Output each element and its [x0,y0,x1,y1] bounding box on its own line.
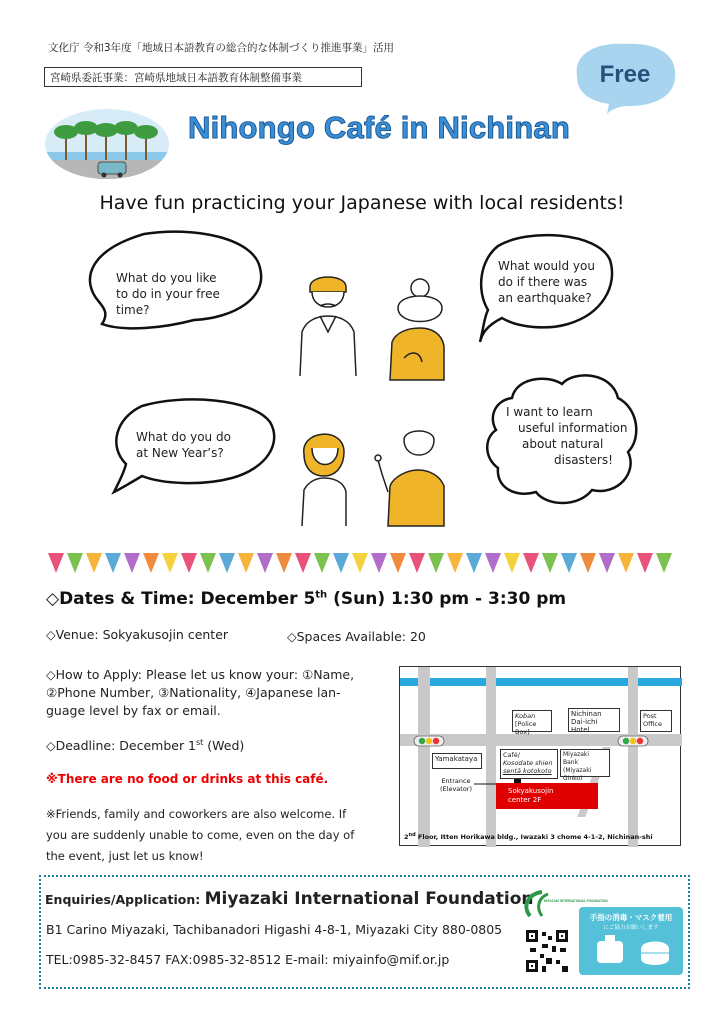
subtitle: Have fun practicing your Japanese with local residents! [99,192,625,214]
free-badge-text: Free [599,61,651,88]
map-sokyakusojin-center: Sokyakusojin center 2F [496,783,598,809]
map-koban: Koban [Police Box] [512,710,552,732]
mask-notice: 手指の消毒・マスク着用 にご協力お願いします [579,907,683,975]
bubble-3-text: What do you do at New Year’s? [136,430,231,460]
qr-code[interactable] [526,930,568,972]
spaces-available: ◇Spaces Available: 20 [287,629,426,644]
map-cafe: Café/ Kosodate shien sentā kotokoto [500,749,558,779]
traffic-light-right [618,735,648,747]
map-entrance: Entrance (Elevator) [440,777,473,793]
road-mid [486,667,496,847]
location-map [399,666,681,846]
sponsor-line: 文化庁 令和3年度「地域日本語教育の総合的な体制づくり推進事業」活用 [48,42,395,54]
enquiry-title: Enquiries/Application: Miyazaki International Foundation [45,889,534,909]
map-address: 2nd Floor, Itten Horikawa bldg., Iwazaki 3 chome 4-1-2, Nichinan-shi [404,832,653,842]
commission-box: 宮崎県委託事業：宮崎県地域日本語教育体制整備事業 [44,67,362,87]
sanitizer-mask-icon [583,931,679,973]
traffic-light-left [414,735,444,747]
bubble-2-text: What would you do if there was an earthquake? [498,259,595,305]
pennant-banner [48,553,680,575]
bubble-1-text: What do you like to do in your free time? [116,271,220,317]
dates-time: ◇Dates & Time: December 5th (Sun) 1:30 pm - 3:30 pm [46,589,567,609]
how-to-apply: ◇How to Apply: Please let us know your: ①Name, ②Phone Number, ③Nationality, ④Japanese lan- guage level by fax or email. [46,667,355,718]
map-bank: Miyazaki Bank (Miyazaki Ginko) [560,749,610,777]
enquiry-address: B1 Carino Miyazaki, Tachibanadori Higashi 4-8-1, Miyazaki City 880-0805 [46,922,503,937]
venue: ◇Venue: Sokyakusojin center [46,627,229,642]
welcome-note: ※Friends, family and coworkers are also welcome. If you are suddenly unable to come, even on the day of the event, just let us know! [46,807,355,863]
mif-logo-text: MIYAZAKI INTERNATIONAL FOUNDATION [544,899,608,903]
deadline: ◇Deadline: December 1st (Wed) [46,738,245,754]
road-right [628,667,638,847]
no-food-notice: ※There are no food or drinks at this café. [46,772,329,786]
free-badge [563,38,681,120]
road-left [418,667,430,847]
map-post-office: Post Office [640,710,672,732]
river [400,678,682,686]
people-illustration-bottom [294,426,446,528]
bubble-4-text: I want to learn useful information about natural disasters! [506,405,628,467]
palm-illustration [44,108,171,180]
people-illustration-top [294,272,446,384]
mif-logo [520,888,608,922]
enquiry-contact: TEL:0985-32-8457 FAX:0985-32-8512 E-mail: miyainfo@mif.or.jp [46,952,450,967]
page-title: Nihongo Café in Nichinan [188,110,570,145]
map-hotel: Nichinan Dai-ichi Hotel [568,708,620,732]
map-yamakataya: Yamakataya [432,753,482,769]
